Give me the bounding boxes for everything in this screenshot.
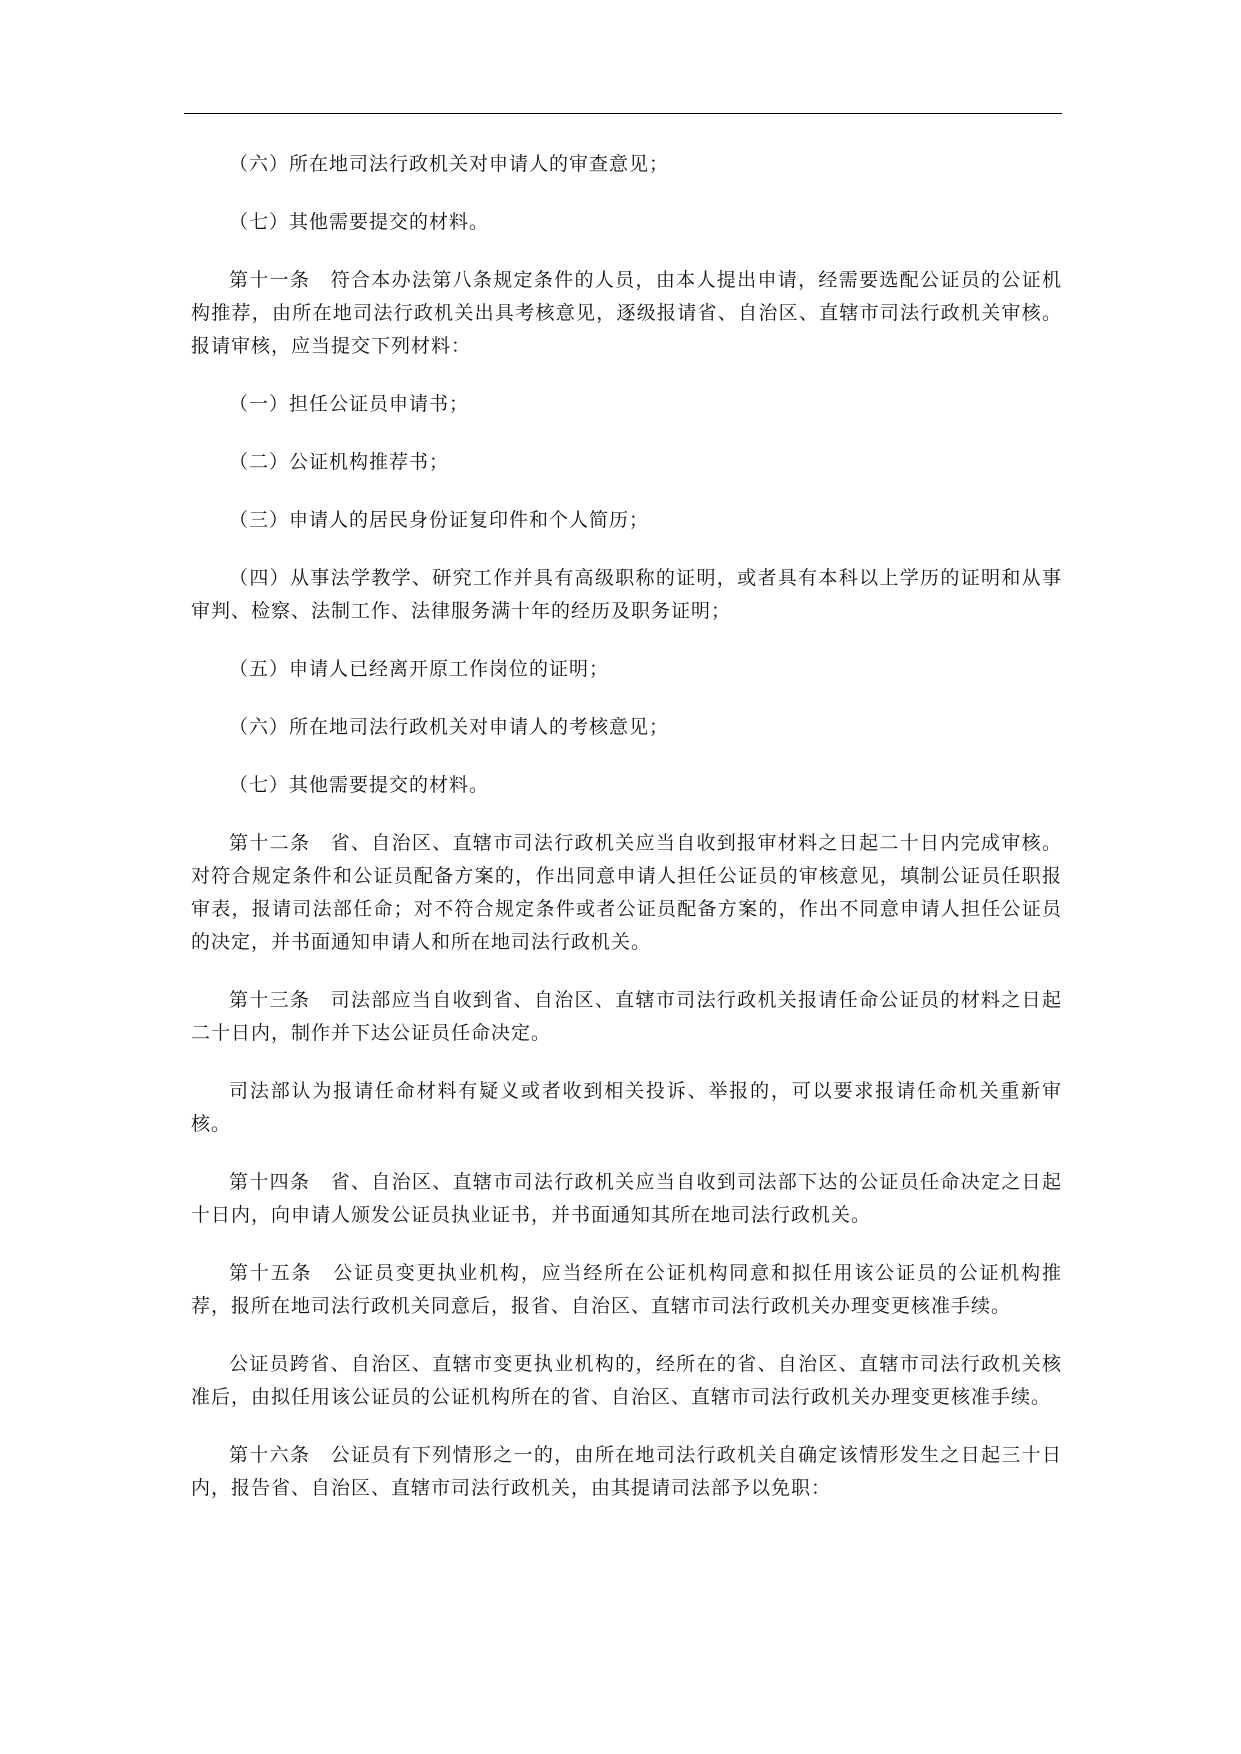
paragraph: 第十三条 司法部应当自收到省、自治区、直辖市司法行政机关报请任命公证员的材料之日起二十日内，制作并下达公证员任命决定。 [191, 989, 1062, 1044]
paragraph: （七）其他需要提交的材料。 [229, 211, 490, 233]
paragraph: （七）其他需要提交的材料。 [229, 774, 490, 796]
paragraph: 公证员跨省、自治区、直辖市变更执业机构的，经所在的省、自治区、直辖市司法行政机关核准后，由拟任用该公证员的公证机构所在的省、自治区、直辖市司法行政机关办理变更核准手续。 [191, 1353, 1062, 1408]
header-rule [184, 113, 1062, 114]
paragraph: （五）申请人已经离开原工作岗位的证明； [229, 658, 610, 680]
paragraph: 第十二条 省、自治区、直辖市司法行政机关应当自收到报审材料之日起二十日内完成审核。对符合规定条件和公证员配备方案的，作出同意申请人担任公证员的审核意见，填制公证员任职报审表，报请司法部任命；对不符合规定条件或者公证员配备方案的，作出不同意申请人担任公证员的决定，并书面通知申请人和所在地司法行政机关。 [191, 832, 1062, 953]
paragraph: （四）从事法学教学、研究工作并具有高级职称的证明，或者具有本科以上学历的证明和从事审判、检察、法制工作、法律服务满十年的经历及职务证明； [191, 567, 1062, 622]
paragraph: 第十四条 省、自治区、直辖市司法行政机关应当自收到司法部下达的公证员任命决定之日起十日内，向申请人颁发公证员执业证书，并书面通知其所在地司法行政机关。 [191, 1171, 1062, 1226]
document-body [191, 148, 1062, 1530]
paragraph: （六）所在地司法行政机关对申请人的审查意见； [229, 153, 670, 175]
paragraph: 第十五条 公证员变更执业机构，应当经所在公证机构同意和拟任用该公证员的公证机构推荐，报所在地司法行政机关同意后，报省、自治区、直辖市司法行政机关办理变更核准手续。 [191, 1262, 1062, 1317]
paragraph: （二）公证机构推荐书； [229, 451, 450, 473]
paragraph: 第十一条 符合本办法第八条规定条件的人员，由本人提出申请，经需要选配公证员的公证机构推荐，由所在地司法行政机关出具考核意见，逐级报请省、自治区、直辖市司法行政机关审核。报请审核，应当提交下列材料： [191, 269, 1062, 357]
paragraph: （六）所在地司法行政机关对申请人的考核意见； [229, 716, 670, 738]
paragraph: （三）申请人的居民身份证复印件和个人简历； [229, 509, 650, 531]
paragraph: （一）担任公证员申请书； [229, 393, 470, 415]
paragraph: 第十六条 公证员有下列情形之一的，由所在地司法行政机关自确定该情形发生之日起三十日内，报告省、自治区、直辖市司法行政机关，由其提请司法部予以免职： [191, 1444, 1062, 1499]
paragraph: 司法部认为报请任命材料有疑义或者收到相关投诉、举报的，可以要求报请任命机关重新审核。 [191, 1080, 1062, 1135]
